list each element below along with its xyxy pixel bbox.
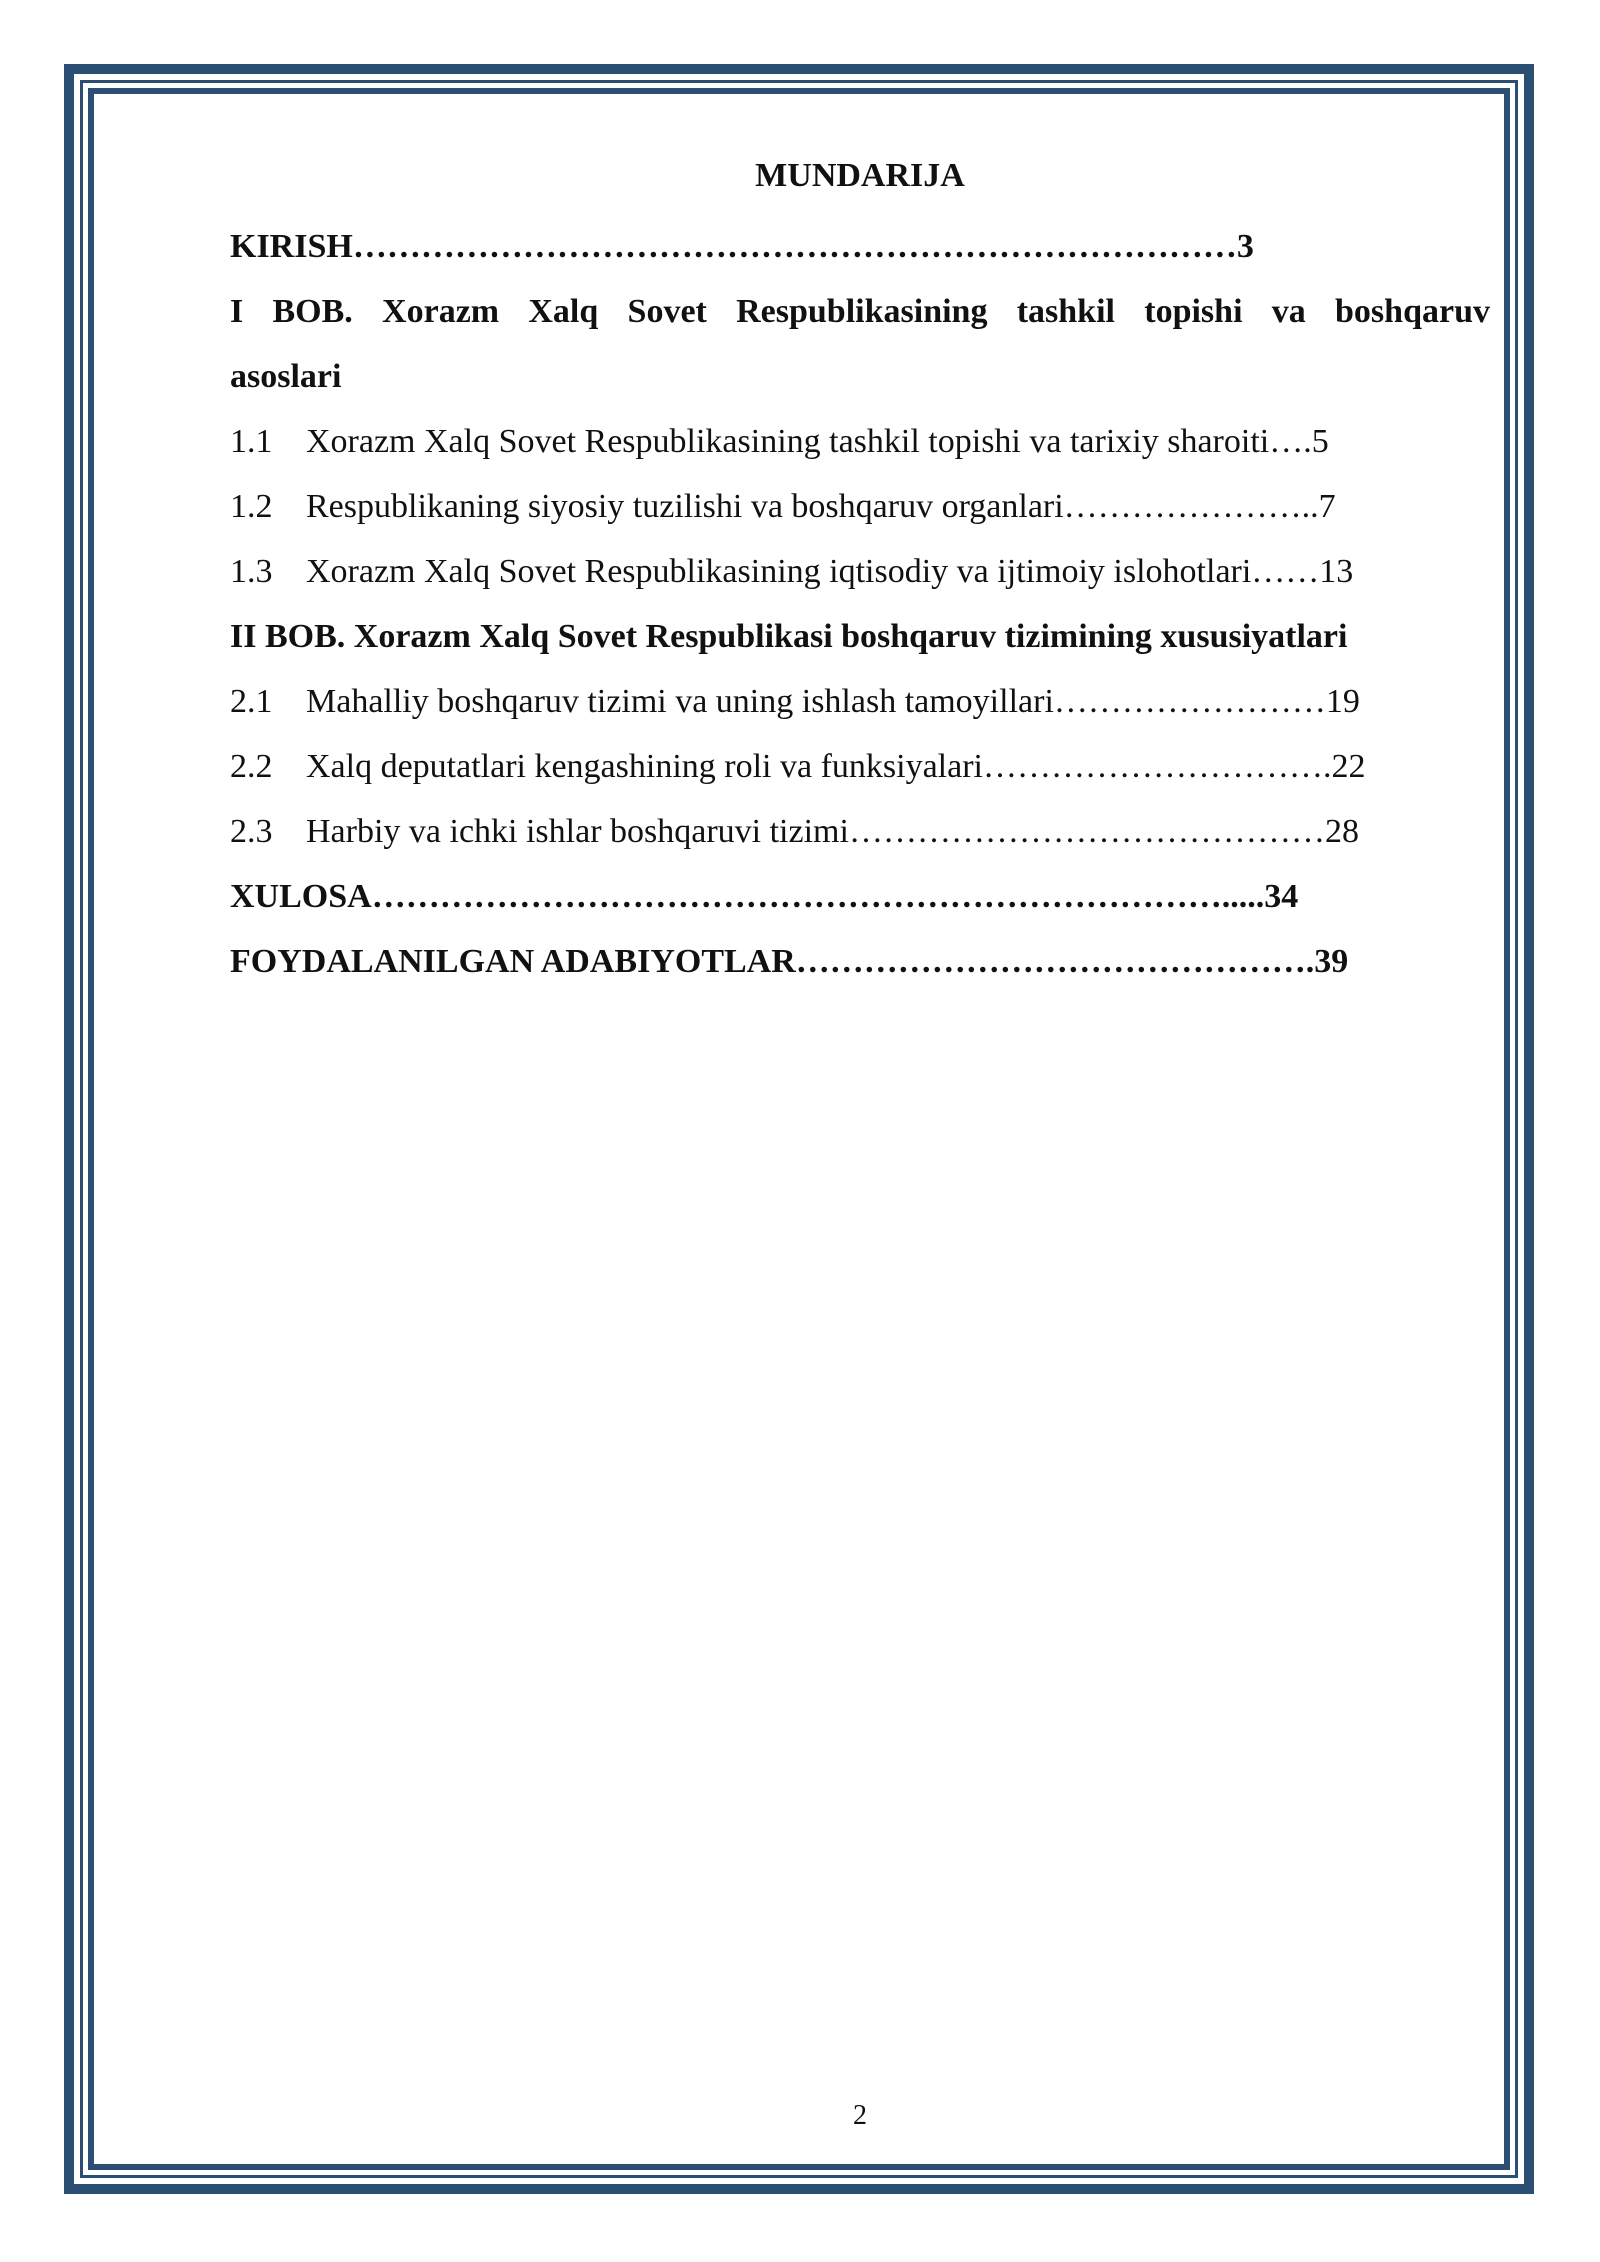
toc-chapter-1-line1: I BOB. Xorazm Xalq Sovet Respublikasining tashkil topishi va boshqaruv [230,293,1490,330]
toc-section-number: 1.2 [230,488,273,525]
toc-entry-xulosa[interactable] [230,864,1490,929]
toc-chapter-1-heading[interactable] [230,279,1490,344]
toc-chapter-1-heading-cont[interactable] [230,344,1490,409]
toc-section-1-3[interactable] [230,539,1490,604]
toc-chapter-2-title: II BOB. Xorazm Xalq Sovet Respublikasi boshqaruv tizimining xususiyatlari [230,618,1348,655]
table-of-contents [230,150,1490,994]
toc-section-number: 1.1 [230,423,273,460]
toc-section-title: Xalq deputatlari kengashining roli va funksiyalari………………………….22 [306,748,1366,785]
toc-section-2-2[interactable] [230,734,1490,799]
toc-section-number: 2.3 [230,813,273,850]
toc-section-2-1[interactable] [230,669,1490,734]
toc-section-title: Xorazm Xalq Sovet Respublikasining tashkil topishi va tarixiy sharoiti….5 [306,423,1329,460]
toc-section-2-3[interactable] [230,799,1490,864]
page-number: 2 [853,2100,867,2131]
toc-entry-label: KIRISH……………………………………………………………………3 [230,228,1254,265]
toc-section-number: 2.2 [230,748,273,785]
toc-section-number: 1.3 [230,553,273,590]
toc-section-title: Respublikaning siyosiy tuzilishi va boshqaruv organlari…………………..7 [306,488,1336,525]
toc-section-title: Harbiy va ichki ishlar boshqaruvi tizimi……………………………………28 [306,813,1359,850]
toc-section-1-1[interactable] [230,409,1490,474]
toc-entry-adabiyotlar[interactable] [230,929,1490,994]
page-title: MUNDARIJA [755,157,965,194]
toc-chapter-1-line2: asoslari [230,358,342,395]
toc-chapter-2-heading[interactable] [230,604,1490,669]
toc-section-1-2[interactable] [230,474,1490,539]
toc-entry-kirish[interactable] [230,214,1490,279]
toc-entry-label: FOYDALANILGAN ADABIYOTLAR……………………………………….39 [230,943,1349,980]
toc-entry-label: XULOSA………………………………………………………………….....34 [230,878,1299,915]
toc-section-title: Mahalliy boshqaruv tizimi va uning ishlash tamoyillari……………………19 [306,683,1360,720]
toc-section-title: Xorazm Xalq Sovet Respublikasining iqtisodiy va ijtimoiy islohotlari……13 [306,553,1354,590]
toc-section-number: 2.1 [230,683,273,720]
